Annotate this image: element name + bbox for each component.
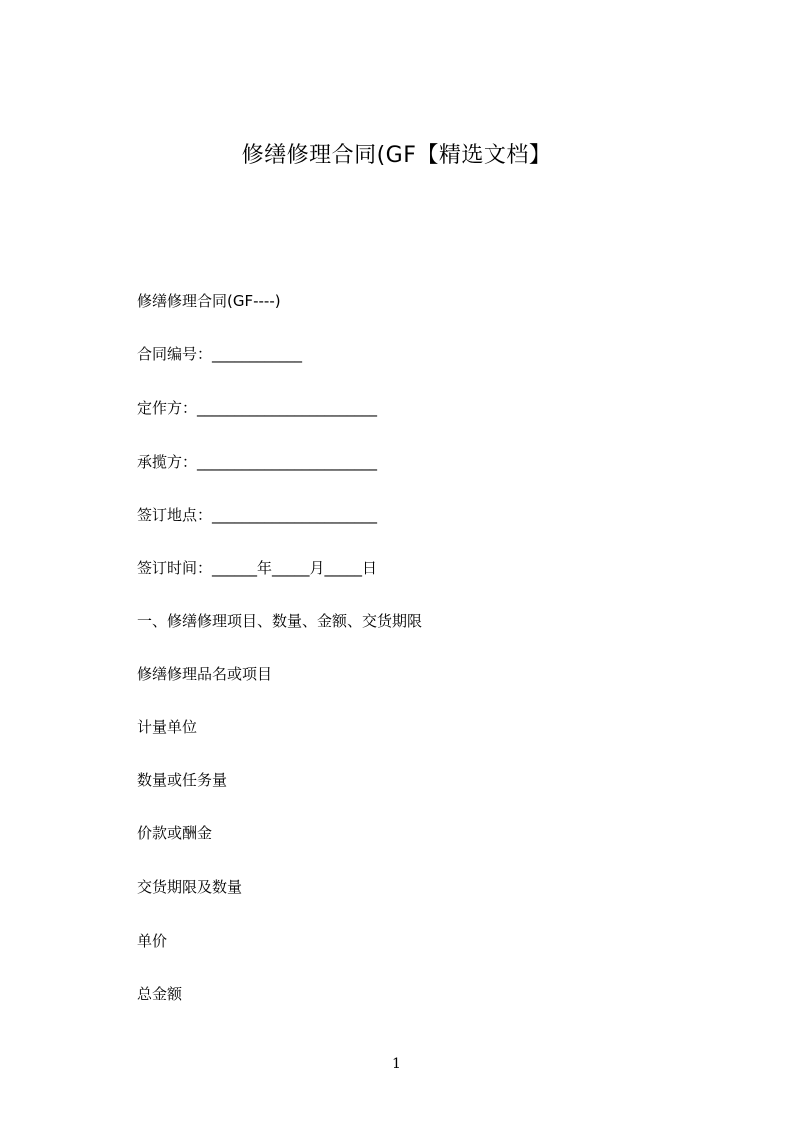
orderer-line: 定作方：________________________ (137, 399, 378, 417)
signing-date-line: 签订时间：______年_____月_____日 (137, 559, 378, 577)
delivery-label: 交货期限及数量 (137, 878, 243, 896)
page-number: 1 (392, 1056, 401, 1072)
contract-heading: 修缮修理合同(GF----) (137, 292, 281, 310)
price-label: 价款或酬金 (137, 824, 213, 842)
contractor-line: 承揽方：________________________ (137, 453, 378, 471)
section-heading: 一、修缮修理项目、数量、金额、交货期限 (137, 612, 423, 630)
item-name-label: 修缮修理品名或项目 (137, 665, 273, 683)
total-amount-label: 总金额 (137, 985, 183, 1003)
unit-price-label: 单价 (137, 932, 168, 950)
unit-label: 计量单位 (137, 718, 198, 736)
contract-number-line: 合同编号：____________ (137, 345, 303, 363)
quantity-label: 数量或任务量 (137, 771, 228, 789)
signing-place-line: 签订地点：______________________ (137, 506, 378, 524)
document-title: 修缮修理合同(GF【精选文档】 (241, 143, 552, 168)
